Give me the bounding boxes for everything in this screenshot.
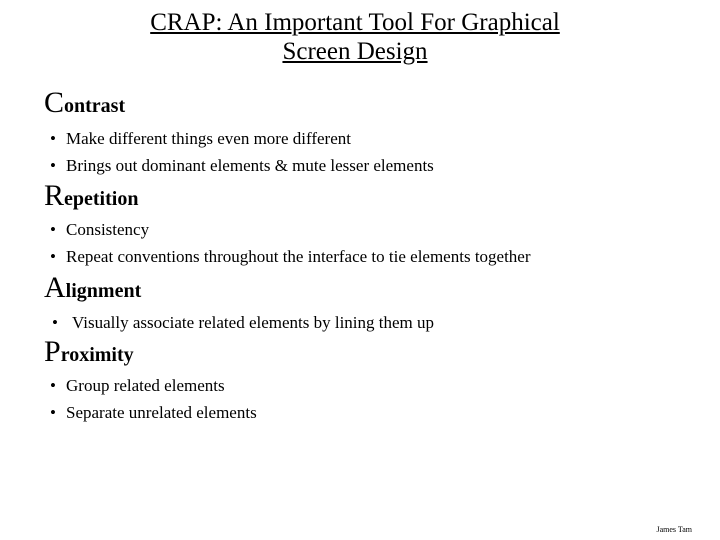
- bullet-dot: •: [50, 220, 56, 239]
- bullet-text: Brings out dominant elements & mute lesser elements: [66, 156, 434, 175]
- heading-initial: A: [44, 271, 66, 304]
- slide-title-line-1: CRAP: An Important Tool For Graphical: [150, 9, 560, 36]
- bullet-dot: •: [50, 403, 56, 422]
- heading-contrast: [44, 86, 126, 119]
- heading-proximity: [44, 335, 134, 368]
- bullet-text: Group related elements: [66, 376, 225, 395]
- bullet-dot: •: [50, 247, 56, 266]
- heading-rest: epetition: [64, 188, 139, 210]
- heading-rest: roximity: [60, 344, 134, 366]
- bullet-dot: •: [50, 156, 56, 175]
- heading-initial: P: [44, 335, 61, 368]
- bullet-item: [50, 247, 531, 267]
- slide-title: [0, 8, 710, 66]
- heading-initial: C: [44, 86, 65, 119]
- bullet-text: Separate unrelated elements: [66, 403, 257, 422]
- bullet-item: [50, 376, 225, 396]
- heading-repetition: [44, 179, 139, 212]
- bullet-item: [50, 220, 149, 240]
- footer-author: James Tam: [656, 525, 692, 534]
- bullet-dot: •: [50, 129, 56, 148]
- heading-initial: R: [44, 179, 65, 212]
- bullet-item: [50, 156, 434, 176]
- bullet-text: Make different things even more different: [66, 129, 351, 148]
- bullet-dot: •: [50, 376, 56, 395]
- bullet-dot: •: [52, 313, 58, 332]
- heading-rest: lignment: [65, 280, 142, 302]
- bullet-text: Consistency: [66, 220, 150, 239]
- bullet-item: [50, 403, 257, 423]
- heading-rest: ontrast: [64, 95, 126, 117]
- bullet-text: Repeat conventions throughout the interface to tie elements together: [66, 247, 531, 266]
- slide-title-line-2: Screen Design: [282, 38, 428, 65]
- bullet-text: Visually associate related elements by lining them up: [72, 313, 435, 332]
- bullet-item: [52, 313, 434, 333]
- bullet-item: [50, 129, 351, 149]
- heading-alignment: [44, 271, 142, 304]
